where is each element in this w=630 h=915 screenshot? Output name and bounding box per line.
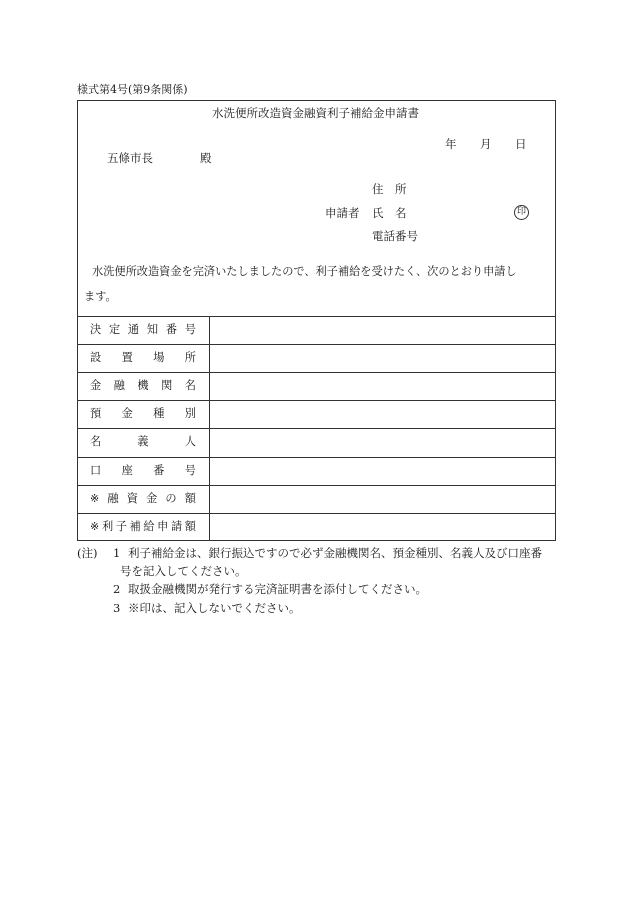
- seal-mark: 印: [514, 205, 529, 220]
- table-row-divider: [77, 316, 556, 317]
- form-number: 様式第4号(第9条関係): [77, 83, 188, 96]
- table-row-label: 口 座 番 号: [90, 464, 196, 477]
- date-month: 月: [480, 137, 492, 151]
- table-row-divider: [77, 513, 556, 514]
- applicant-label: 申請者: [325, 206, 360, 220]
- notes-prefix: (注): [77, 546, 98, 560]
- date-day: 日: [515, 137, 527, 151]
- table-row-label: 預 金 種 別: [90, 407, 196, 420]
- table-row-label: 決 定 通 知 番 号: [90, 323, 196, 336]
- table-row-divider: [77, 372, 556, 373]
- table-row-divider: [77, 457, 556, 458]
- applicant-address-label: 住 所: [372, 182, 407, 196]
- table-column-divider: [209, 316, 210, 540]
- table-row-label: 金 融 機 関 名: [90, 379, 196, 392]
- applicant-phone-label: 電話番号: [372, 229, 418, 243]
- form-title: 水洗便所改造資金融資利子補給金申請書: [212, 106, 419, 120]
- addressee-city: 五條市長: [107, 151, 153, 165]
- table-row-divider: [77, 400, 556, 401]
- note-3-text: ※印は、記入しないでください。: [128, 601, 301, 615]
- table-row-label: 設 置 場 所: [90, 351, 196, 364]
- note-1-number: 1: [113, 546, 121, 560]
- note-2-text: 取扱金融機関が発行する完済証明書を添付してください。: [128, 582, 427, 596]
- table-row-label: ※ 融 資 金 の 額: [90, 492, 196, 505]
- table-row-divider: [77, 485, 556, 486]
- date-year: 年: [445, 137, 457, 151]
- note-2-number: 2: [113, 582, 121, 596]
- table-row-divider: [77, 428, 556, 429]
- note-1-continuation: 号を記入してください。: [120, 564, 247, 578]
- addressee-honorific: 殿: [200, 151, 212, 165]
- note-3-number: 3: [113, 601, 121, 615]
- note-1-text: 利子補給金は、銀行振込ですので必ず金融機関名、預金種別、名義人及び口座番: [128, 546, 542, 560]
- table-row-divider: [77, 344, 556, 345]
- body-text-line1: 水洗便所改造資金を完済いたしましたので、利子補給を受けたく、次のとおり申請し: [92, 265, 517, 278]
- table-row-label: 名 義 人: [90, 435, 196, 448]
- table-row-label: ※ 利 子 補 給 申 請 額: [90, 520, 196, 533]
- body-text-line2: ます。: [84, 290, 117, 303]
- applicant-name-label: 氏 名: [372, 206, 407, 220]
